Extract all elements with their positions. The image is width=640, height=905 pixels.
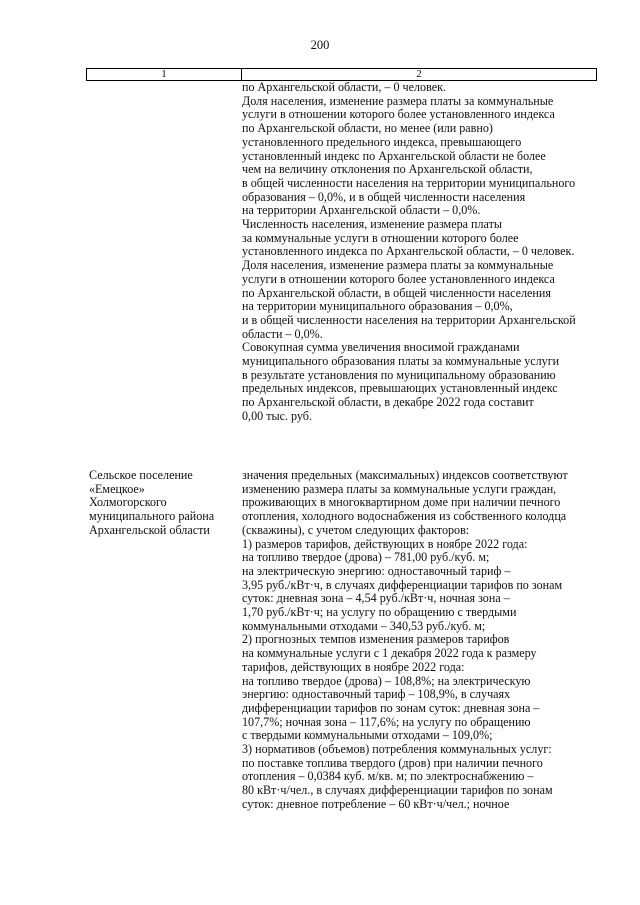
text-line: и в общей численности населения на территории Архангельской [242,312,576,327]
municipality-line: «Емецкое» [89,481,145,496]
text-line: Доля населения, изменение размера платы за коммунальные [242,93,554,108]
page-number: 200 [310,38,330,52]
text-line: 2) прогнозных темпов изменения размеров тарифов [242,632,510,647]
text-line: по Архангельской области, но менее (или равно) [242,121,493,136]
text-line: на территории муниципального образования – 0,0%, [242,299,513,314]
text-line: за коммунальные услуги в отношении которого более [242,230,519,245]
table-header-col2: 2 [416,68,422,80]
text-line: значения предельных (максимальных) индексов соответствуют [242,468,568,482]
text-line: в общей численности населения на территории муниципального [242,175,576,190]
text-line: с твердыми коммунальными отходами – 109,0%; [242,728,493,743]
text-line: услуги в отношении которого более установленного индекса [242,271,555,286]
text-line: на коммунальные услуги с 1 декабря 2022 года к размеру [242,646,537,661]
municipality-line: Холмогорского [89,495,167,510]
text-line: 80 кВт·ч/чел., в случаях дифференциации тарифов по зонам [242,783,553,798]
text-line: установленного индекса по Архангельской области, – 0 человек. [242,244,575,259]
municipality-name [89,469,214,538]
description-block [242,469,568,812]
text-line: 107,7%; ночная зона – 117,6%; на услугу по обращению [242,714,531,729]
text-line: проживающих в многоквартирном доме при наличии печного [242,495,561,510]
text-line: изменению размера платы за коммунальные услуги граждан, [242,481,557,496]
text-line: предельных индексов, превышающих установленный индекс [242,381,558,396]
text-line: услуги в отношении которого более установленного индекса [242,107,555,122]
text-line: 3,95 руб./кВт·ч, в случаях дифференциации тарифов по зонам [242,577,563,592]
text-line: Доля населения, изменение размера платы за коммунальные [242,258,554,273]
municipality-line: муниципального района [89,509,215,524]
text-line: дифференциации тарифов по зонам суток: дневная зона – [242,700,540,715]
text-line: на топливо твердое (дрова) – 781,00 руб./куб. м; [242,550,490,565]
text-line: 1,70 руб./кВт·ч; на услугу по обращению с твердыми [242,605,517,620]
text-line: образования – 0,0%, и в общей численности населения [242,189,526,204]
text-line: отопления, холодного водоснабжения из собственного колодца [242,509,567,524]
table-header-col1: 1 [87,69,242,80]
text-line: суток: дневная зона – 4,54 руб./кВт·ч, ночная зона – [242,591,510,606]
text-line: по Архангельской области, в декабре 2022 года составит [242,395,534,410]
text-line: в результате установления по муниципальному образованию [242,367,556,382]
text-line: суток: дневное потребление – 60 кВт·ч/чел.; ночное [242,796,510,811]
text-line: коммунальными отходами – 340,53 руб./куб. м; [242,618,486,633]
text-line: на топливо твердое (дрова) – 108,8%; на электрическую [242,673,531,688]
text-line: тарифов, действующих в ноябре 2022 года: [242,659,465,674]
text-line: отопления – 0,0384 куб. м/кв. м; по электроснабжению – [242,769,534,784]
text-line: по Архангельской области, в общей численности населения [242,285,551,300]
text-line: 3) нормативов (объемов) потребления коммунальных услуг: [242,742,552,757]
text-line: Численность населения, изменение размера платы [242,217,502,232]
text-line: чем на величину отклонения по Архангельской области, [242,162,533,177]
text-line: по Архангельской области, – 0 человек. [242,80,446,94]
text-line: муниципального образования платы за коммунальные услуги [242,354,560,369]
text-line: установленный индекс по Архангельской области не более [242,148,546,163]
continued-text-block [242,81,576,424]
text-line: энергию: одноставочный тариф – 108,9%, в случаях [242,687,511,702]
text-line: на территории Архангельской области – 0,0%. [242,203,481,218]
text-line: Совокупная сумма увеличения вносимой гражданами [242,340,520,355]
text-line: на электрическую энергию: одноставочный тариф – [242,563,511,578]
text-line: 1) размеров тарифов, действующих в ноябре 2022 года: [242,536,528,551]
municipality-line: Архангельской области [89,522,210,537]
text-line: 0,00 тыс. руб. [242,408,312,423]
text-line: по поставке топлива твердого (дров) при наличии печного [242,755,543,770]
municipality-line: Сельское поселение [89,468,193,482]
text-line: установленного предельного индекса, превышающего [242,134,522,149]
text-line: (скважины), с учетом следующих факторов: [242,522,470,537]
text-line: области – 0,0%. [242,326,323,341]
